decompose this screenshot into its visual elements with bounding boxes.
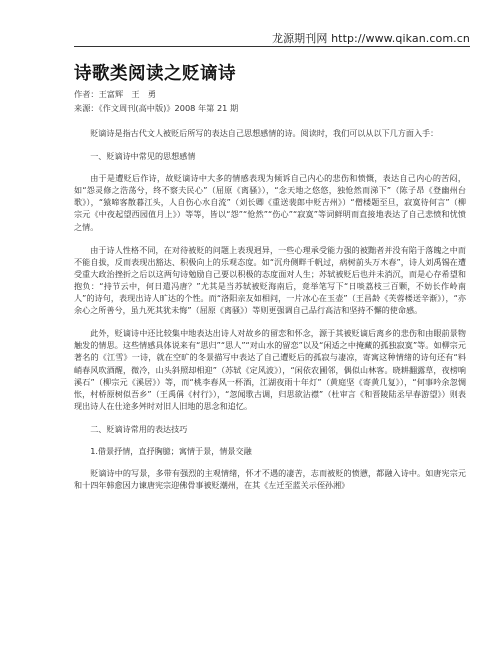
paragraph-4: 此外，贬谪诗中还比较集中地表达出诗人对故乡的留恋和怀念，源于其被贬谪后离乡的悲伤和由眼前景物触发的情思。这些情感具体说来有“思归”“思人”“对山水的留恋”以及“闲适之中掩藏的孤独寂寞”等。如柳宗元著名的《江雪》一诗，就在空旷的冬景描写中表达了自己遭贬后的孤寂与凄凉，寄寓这种情绪的诗句还有“料峭春风吹酒醒，微冷，山头斜照却相迎”（苏轼《定风波》），“闲依农圃邻，偶似山林客。晓耕翻露草，夜榜响溪石”（柳宗元《溪居》）等，而“桃李春风一杯酒，江湖夜雨十年灯”（黄庭坚《寄黄几复》），“何事吟余忽惆怅，村桥原树似吾乡”（王禹偁《村行》），“忽闻歌古调，归思欲沾襟”（杜审言《和晋陵陆丞早春游望》）则表现出诗人在仕途多舛时对旧人旧地的思念和追忆。: [74, 328, 466, 411]
section-heading-2: 二、贬谪诗常用的表达技巧: [90, 423, 188, 434]
paragraph-2: 由于是遭贬后作诗，故贬谪诗中大多的情感表现为倾诉自己内心的悲伤和愤慨，表达自己内心的苦闷，如“怨灵修之浩荡兮，终不察夫民心”（屈原《离骚》），“念天地之悠悠，独怆然而涕下”（陈子昂《登幽州台歌》），“猿啼客散暮江头，人自伤心水自流”（刘长卿《重送裴郎中贬吉州》）“僧楼题至旦，寂寞待何言”（柳宗元《中夜起望西园值月上》）等等，皆以“怨”“怆然”“伤心”“寂寞”等词鲜明而直接地表达了自己悲愤和忧愤之情。: [74, 173, 466, 232]
author-line: 作者：王富辉 王 勇: [74, 89, 156, 99]
paragraph-5: 贬谪诗中的写景，多带有强烈的主观情绪，怀才不遇的凄苦，志而被贬的愤懑，都融入诗中。如唐宪宗元和十四年韩愈因力谏唐宪宗迎佛骨事被贬潮州，在其《左迁至蓝关示侄孙湘》: [74, 468, 466, 491]
article-body: [74, 127, 466, 495]
header-divider: [74, 46, 470, 47]
section-heading-1: 一、贬谪诗中常见的思想感情: [90, 151, 196, 162]
source-line: 来源：《作文周刊(高中版)》2008 年第 21 期: [74, 103, 239, 113]
paragraph-intro: 贬谪诗是指古代文人被贬后所写的表达自己思想感情的诗。阅读时，我们可以从以下几方面入手：: [90, 128, 439, 138]
paragraph-3: 由于诗人性格不同，在对待被贬的问题上表现迥异，一些心理承受能力强的被黜者并没有陷于落魄之中而不能自拔，反而表现出豁达、积极向上的乐观态度。如“沉舟侧畔千帆过，病树前头万木春”，诗人刘禹锡在遭受重大政治挫折之后以这两句诗勉励自己要以积极的态度面对人生；苏轼被贬后也并未消沉，而是心存希望和抱负：“持节云中，何日遣冯唐？”尤其是当苏轼被贬海南后，竟举笔写下“日啖荔枝三百颗，不妨长作岭南人”的诗句，表现出诗人旷达的个性。而“洛阳亲友如相问，一片冰心在玉壶”（王昌龄《芙蓉楼送辛渐》），“亦余心之所善兮，虽九死其犹未悔”（屈原《离骚》）等则更强调自己品行高洁和坚持不懈的使命感。: [74, 244, 466, 316]
article-title: 诗歌类阅读之贬谪诗: [74, 64, 236, 84]
site-header: 龙源期刊网 http://www.qikan.com.cn: [271, 32, 470, 45]
subsection-heading-1: 1.借景抒情，直抒胸臆；寓情于景，情景交融: [90, 445, 252, 456]
